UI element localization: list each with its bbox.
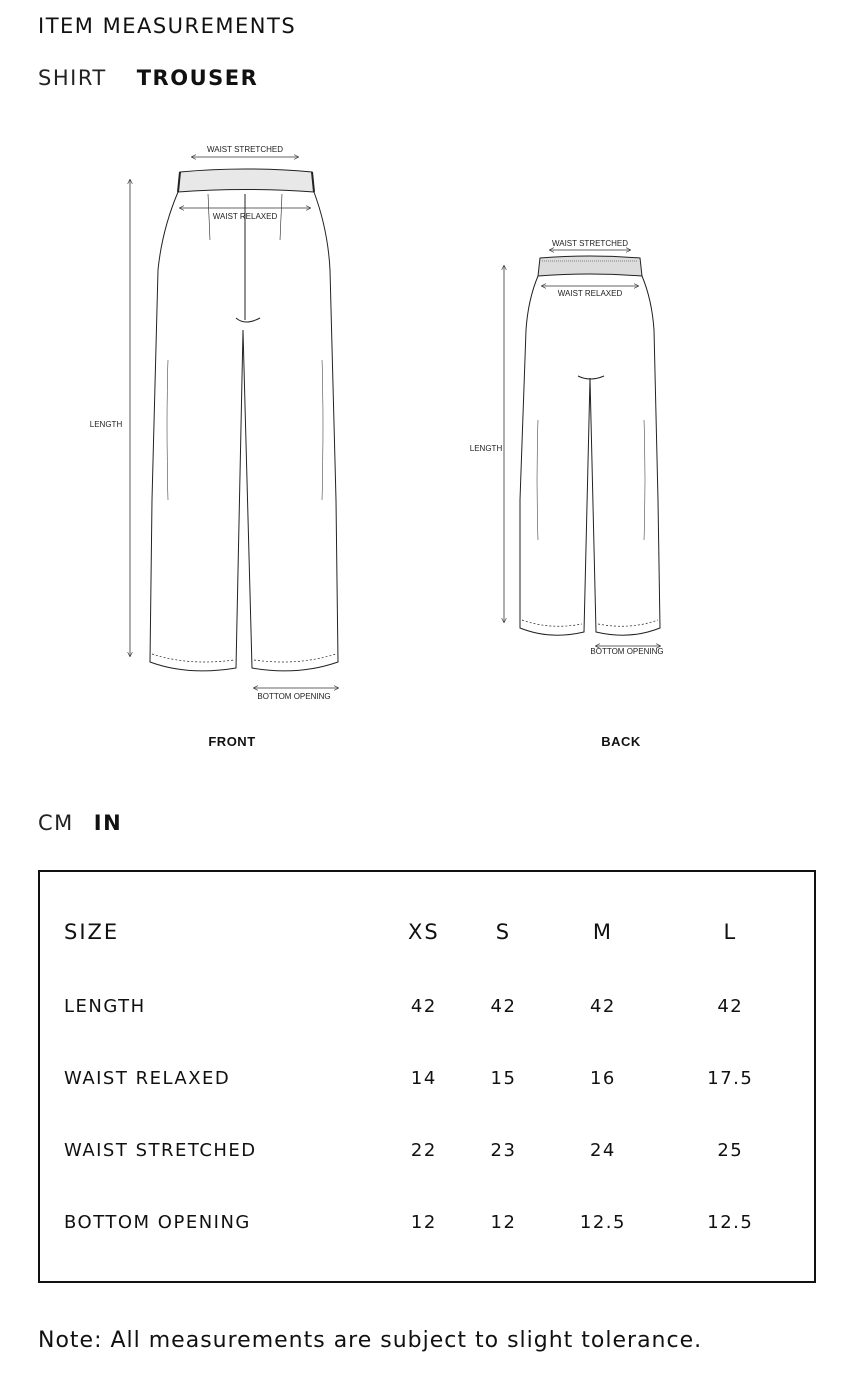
table-cell: 17.5 (707, 1067, 754, 1089)
table-cell: 16 (589, 1067, 616, 1089)
row-label: LENGTH (64, 995, 146, 1017)
row-label: WAIST STRETCHED (64, 1139, 257, 1161)
page-title: ITEM MEASUREMENTS (38, 14, 297, 38)
size-s-header: S (495, 920, 512, 944)
unit-tabs (38, 811, 122, 835)
back-bottom-opening-label: BOTTOM OPENING (590, 647, 664, 656)
tolerance-note: Note: All measurements are subject to slight tolerance. (38, 1328, 703, 1353)
table-cell: 12.5 (707, 1211, 754, 1233)
table-cell: 23 (490, 1139, 517, 1161)
size-xs-header: XS (407, 920, 440, 944)
table-cell: 24 (589, 1139, 616, 1161)
size-m-header: M (592, 920, 613, 944)
back-waist-relaxed-label: WAIST RELAXED (557, 289, 623, 298)
product-tabs (38, 66, 258, 90)
front-waist-relaxed-label: WAIST RELAXED (212, 212, 278, 221)
table-cell: 12 (490, 1211, 517, 1233)
back-view-label: BACK (601, 734, 641, 749)
front-view-label: FRONT (208, 734, 256, 749)
table-cell: 42 (589, 995, 616, 1017)
row-label: BOTTOM OPENING (64, 1211, 251, 1233)
table-cell: 12 (410, 1211, 437, 1233)
table-row (64, 970, 794, 1042)
size-l-header: L (723, 920, 738, 944)
back-length-label: LENGTH (469, 444, 503, 453)
table-cell: 42 (490, 995, 517, 1017)
front-length-label: LENGTH (89, 420, 123, 429)
table-cell: 12.5 (579, 1211, 626, 1233)
table-row (64, 1186, 794, 1258)
table-row (64, 1042, 794, 1114)
unit-in[interactable]: IN (93, 811, 123, 835)
front-waist-stretched-label: WAIST STRETCHED (206, 145, 284, 154)
unit-cm[interactable]: CM (38, 811, 74, 835)
row-label: WAIST RELAXED (64, 1067, 231, 1089)
tab-trouser[interactable]: TROUSER (136, 66, 259, 90)
table-cell: 15 (490, 1067, 517, 1089)
back-waist-stretched-label: WAIST STRETCHED (551, 239, 629, 248)
trouser-diagram (38, 120, 818, 782)
table-cell: 25 (717, 1139, 744, 1161)
table-cell: 42 (410, 995, 437, 1017)
tab-shirt[interactable]: SHIRT (38, 66, 107, 90)
table-cell: 14 (410, 1067, 437, 1089)
table-header-row (64, 894, 794, 970)
front-bottom-opening-label: BOTTOM OPENING (257, 692, 331, 701)
table-cell: 22 (410, 1139, 437, 1161)
table-cell: 42 (717, 995, 744, 1017)
measurements-table (38, 870, 816, 1283)
table-row (64, 1114, 794, 1186)
size-header: SIZE (64, 920, 120, 944)
